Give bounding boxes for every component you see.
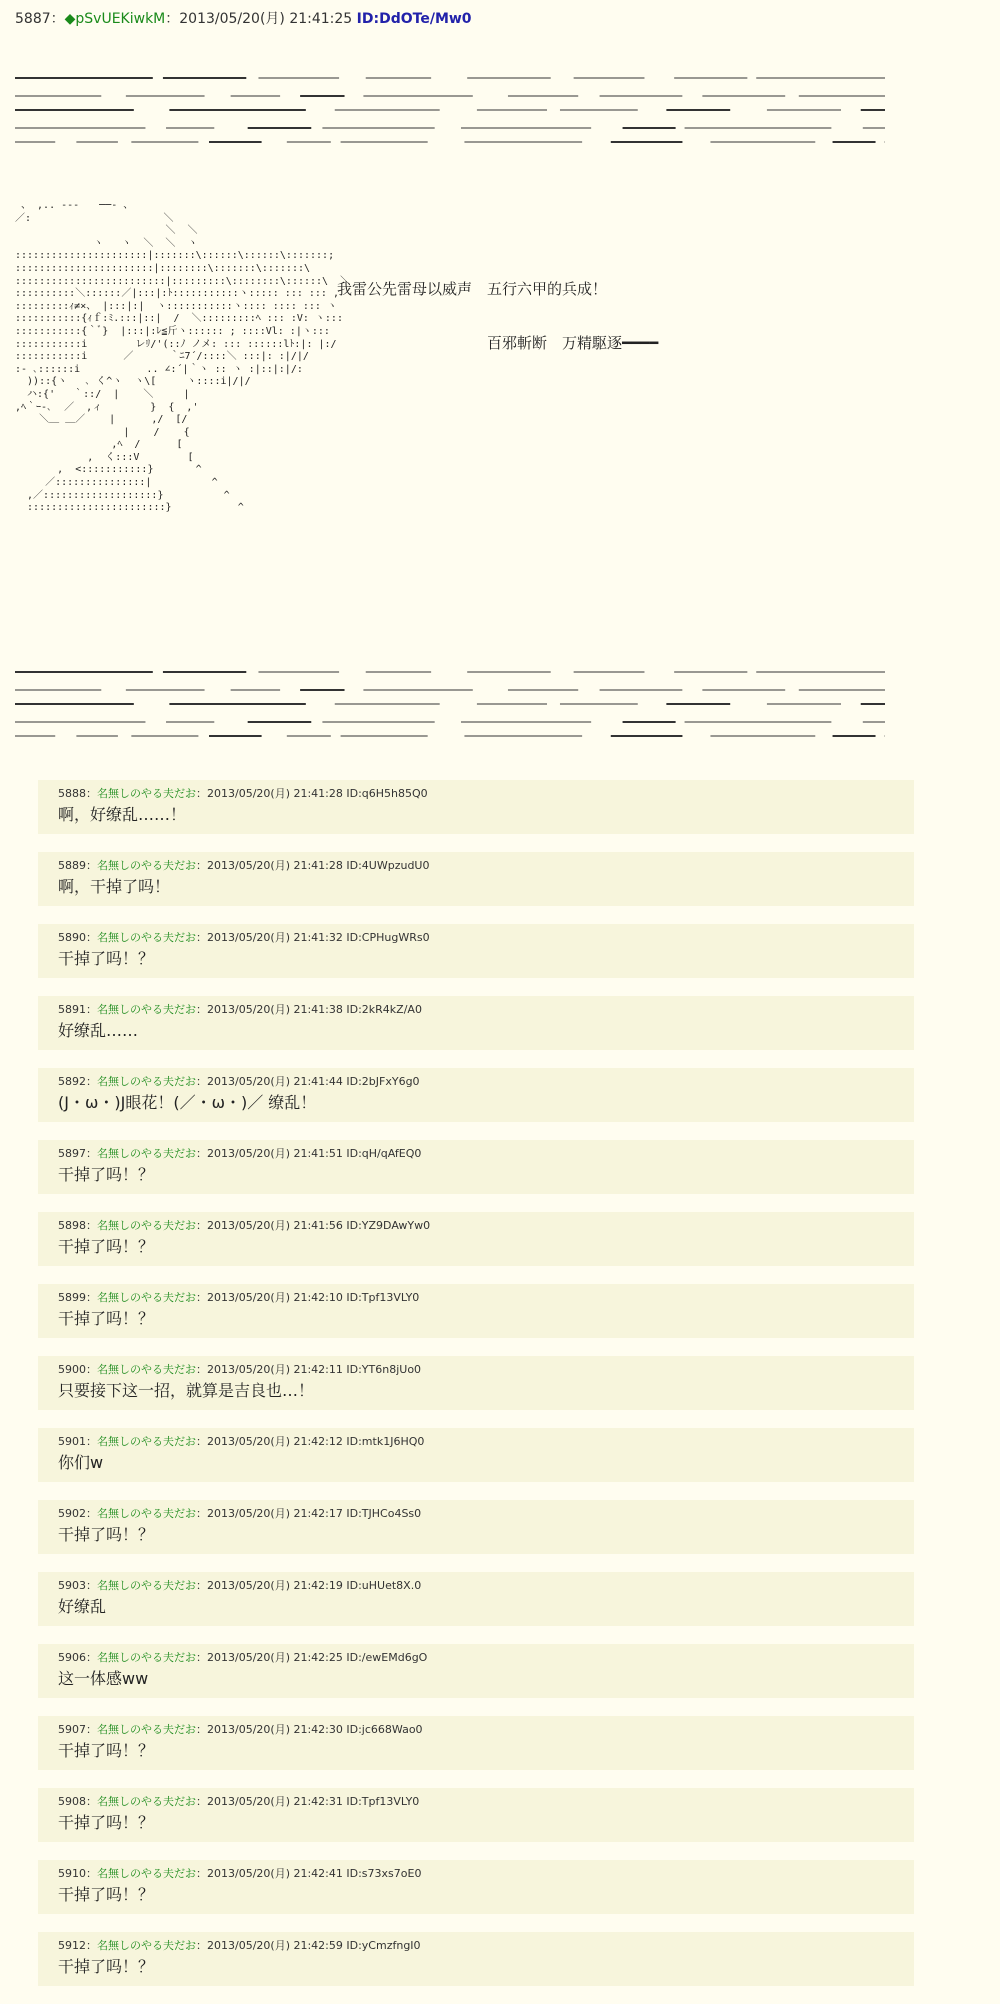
reply-name: 名無しのやる夫だお xyxy=(97,859,196,872)
reply-post xyxy=(38,924,914,978)
reply-colon: ： xyxy=(86,1795,97,1808)
reply-meta: ：2013/05/20(月) 21:42:17 ID:TJHCo4Ss0 xyxy=(196,1507,422,1520)
reply-meta: ：2013/05/20(月) 21:41:44 ID:2bJFxY6g0 xyxy=(196,1075,420,1088)
reply-meta: ：2013/05/20(月) 21:42:12 ID:mtk1J6HQ0 xyxy=(196,1435,425,1448)
reply-number[interactable]: 5903 xyxy=(58,1579,86,1592)
reply-number[interactable]: 5907 xyxy=(58,1723,86,1736)
reply-header xyxy=(58,1721,423,1737)
dialog-line-1: 我雷公先雷母以威声 五行六甲的兵成！ xyxy=(337,280,608,298)
reply-number[interactable]: 5888 xyxy=(58,787,86,800)
reply-meta: ：2013/05/20(月) 21:42:41 ID:s73xs7oE0 xyxy=(196,1867,422,1880)
reply-header xyxy=(58,1793,419,1809)
reply-post xyxy=(38,1788,914,1842)
reply-header xyxy=(58,1577,421,1593)
reply-header xyxy=(58,1289,419,1305)
reply-body: 只要接下这一招，就算是吉良也…！ xyxy=(58,1381,315,1400)
reply-name: 名無しのやる夫だお xyxy=(97,1867,196,1880)
reply-colon: ： xyxy=(86,1579,97,1592)
reply-number[interactable]: 5902 xyxy=(58,1507,86,1520)
reply-post xyxy=(38,1716,914,1770)
reply-meta: ：2013/05/20(月) 21:42:25 ID:/ewEMd6gO xyxy=(196,1651,428,1664)
reply-number[interactable]: 5892 xyxy=(58,1075,86,1088)
speed-lines-bottom xyxy=(15,666,885,746)
reply-name: 名無しのやる夫だお xyxy=(97,1363,196,1376)
post-trip: ◆pSvUEKiwkM xyxy=(64,11,166,27)
reply-body: 你们w xyxy=(58,1453,104,1472)
reply-meta: ：2013/05/20(月) 21:41:32 ID:CPHugWRs0 xyxy=(196,931,430,944)
reply-number[interactable]: 5906 xyxy=(58,1651,86,1664)
reply-colon: ： xyxy=(86,1867,97,1880)
reply-name: 名無しのやる夫だお xyxy=(97,931,196,944)
reply-number[interactable]: 5900 xyxy=(58,1363,86,1376)
reply-body: 干掉了吗！？ xyxy=(58,1885,155,1904)
reply-name: 名無しのやる夫だお xyxy=(97,1507,196,1520)
reply-name: 名無しのやる夫だお xyxy=(97,1291,196,1304)
reply-name: 名無しのやる夫だお xyxy=(97,1579,196,1592)
reply-colon: ： xyxy=(86,1003,97,1016)
reply-header xyxy=(58,1937,421,1953)
reply-post xyxy=(38,1572,914,1626)
reply-body: 这一体感ww xyxy=(58,1669,149,1688)
reply-post xyxy=(38,780,914,834)
reply-colon: ： xyxy=(86,787,97,800)
reply-header xyxy=(58,1649,427,1665)
reply-meta: ：2013/05/20(月) 21:42:19 ID:uHUet8X.0 xyxy=(196,1579,422,1592)
reply-body: (J・ω・)J眼花！(／・ω・)／ 缭乱！ xyxy=(58,1093,317,1112)
reply-body: 干掉了吗！？ xyxy=(58,1309,155,1328)
reply-colon: ： xyxy=(86,859,97,872)
reply-post xyxy=(38,1500,914,1554)
reply-colon: ： xyxy=(86,1939,97,1952)
reply-name: 名無しのやる夫だお xyxy=(97,1075,196,1088)
reply-name: 名無しのやる夫だお xyxy=(97,1435,196,1448)
reply-meta: ：2013/05/20(月) 21:41:28 ID:q6H5h85Q0 xyxy=(196,787,428,800)
reply-header xyxy=(58,1865,421,1881)
reply-body: 干掉了吗！？ xyxy=(58,1741,155,1760)
reply-colon: ： xyxy=(86,1075,97,1088)
reply-meta: ：2013/05/20(月) 21:42:10 ID:Tpf13VLY0 xyxy=(196,1291,420,1304)
reply-header xyxy=(58,857,430,873)
post-number[interactable]: 5887 xyxy=(15,11,51,27)
reply-colon: ： xyxy=(86,931,97,944)
reply-body: 干掉了吗！？ xyxy=(58,949,155,968)
reply-header xyxy=(58,1145,421,1161)
reply-post xyxy=(38,852,914,906)
reply-header xyxy=(58,1433,424,1449)
reply-post xyxy=(38,1356,914,1410)
reply-list xyxy=(38,780,914,2004)
reply-header xyxy=(58,1001,422,1017)
reply-number[interactable]: 5897 xyxy=(58,1147,86,1160)
reply-header xyxy=(58,1505,421,1521)
reply-post xyxy=(38,1644,914,1698)
reply-colon: ： xyxy=(86,1291,97,1304)
reply-body: 干掉了吗！？ xyxy=(58,1525,155,1544)
reply-colon: ： xyxy=(86,1723,97,1736)
reply-post xyxy=(38,1068,914,1122)
reply-header xyxy=(58,1073,420,1089)
reply-header xyxy=(58,785,428,801)
reply-post xyxy=(38,996,914,1050)
reply-colon: ： xyxy=(86,1147,97,1160)
post-header xyxy=(15,8,472,28)
reply-meta: ：2013/05/20(月) 21:42:30 ID:jc668Wao0 xyxy=(196,1723,423,1736)
reply-post xyxy=(38,1284,914,1338)
reply-colon: ： xyxy=(86,1435,97,1448)
reply-name: 名無しのやる夫だお xyxy=(97,1219,196,1232)
reply-body: 好缭乱 xyxy=(58,1597,107,1616)
reply-meta: ：2013/05/20(月) 21:41:28 ID:4UWpzudU0 xyxy=(196,859,430,872)
reply-meta: ：2013/05/20(月) 21:41:56 ID:YZ9DAwYw0 xyxy=(196,1219,431,1232)
reply-number[interactable]: 5901 xyxy=(58,1435,86,1448)
reply-number[interactable]: 5890 xyxy=(58,931,86,944)
reply-post xyxy=(38,1140,914,1194)
reply-header xyxy=(58,1217,430,1233)
speed-lines-top xyxy=(15,72,885,152)
reply-body: 干掉了吗！？ xyxy=(58,1957,155,1976)
post-separator: ： xyxy=(50,11,65,27)
reply-colon: ： xyxy=(86,1651,97,1664)
reply-number[interactable]: 5891 xyxy=(58,1003,86,1016)
reply-body: 啊，干掉了吗！ xyxy=(58,877,171,896)
reply-colon: ： xyxy=(86,1507,97,1520)
reply-header xyxy=(58,1361,421,1377)
reply-number[interactable]: 5889 xyxy=(58,859,86,872)
reply-name: 名無しのやる夫だお xyxy=(97,1651,196,1664)
reply-number[interactable]: 5898 xyxy=(58,1219,86,1232)
reply-number[interactable]: 5910 xyxy=(58,1867,86,1880)
post-datetime: ：2013/05/20(月) 21:41:25 xyxy=(165,11,353,27)
reply-number[interactable]: 5899 xyxy=(58,1291,86,1304)
reply-post xyxy=(38,1212,914,1266)
reply-meta: ：2013/05/20(月) 21:41:51 ID:qH/qAfEQ0 xyxy=(196,1147,422,1160)
reply-body: 干掉了吗！？ xyxy=(58,1237,155,1256)
post-id[interactable]: ID:DdOTe/Mw0 xyxy=(356,11,472,27)
reply-colon: ： xyxy=(86,1363,97,1376)
reply-post xyxy=(38,1932,914,1986)
reply-meta: ：2013/05/20(月) 21:42:11 ID:YT6n8jUo0 xyxy=(196,1363,422,1376)
reply-body: 干掉了吗！？ xyxy=(58,1165,155,1184)
dialog-line-2: 百邪斬断 万精駆逐━━━━ xyxy=(487,334,659,352)
reply-name: 名無しのやる夫だお xyxy=(97,1147,196,1160)
reply-body: 啊，好缭乱……！ xyxy=(58,805,187,824)
reply-meta: ：2013/05/20(月) 21:42:59 ID:yCmzfngI0 xyxy=(196,1939,421,1952)
ascii-art: 、 ,.. ‐-- ──- 、 ／: ＼ ＼ ＼ ヽ ヽ ＼ ＼ ヽ ::::::::::::::::::::::|:::::::\::::::\::::::\:::::::; :::::::::::::::::::::::|::::::::\:::::::\:::::::\ :::::::::::::::::::::::::|:::::::::\::::::::\::::::\ ＼ ::::::::::＼::::::／|:::|:ﾄ:::::::::::ヽ::::: ::: ::: , :::::::::ｨ≠×、 |:::|:| ヽ:::::::::::ヽ:::: :::: ::: ヽ :::::::::::{ｨｆ:ﾐ.:::|::| / ＼:::::::::ﾍ ::: :V: ヽ::: :::::::::::{｀ﾞ} |:::|:ﾚ≦斤ヽ:::::: ; ::::Vl: :|ヽ::: :::::::::::i レﾘ/'(::ﾉ ノメ: ::: ::::::lﾄ:|: |:/ :::::::::::i ／ ｀ﾆ7´/::::＼ :::|: :|/|/ :- ､::::::i .. ∠:´|｀ヽ :: ヽ :|::|:|/: ))::{ヽ ､ く^ヽ ヽ\[ ヽ::::i|/|/ ハ:{' ｀::/ | ＼ | ,ﾍ｀ｰ-､ ／ ,ィ } { ,' ＼＿ ＿／ | ,/ [/ | / { ,ﾍ / [ , く:::V [ , <:::::::::::} ^ ／:::::::::::::::| ^ ,／:::::::::::::::::::} ^ :::::::::::::::::::::::} ^ xyxy=(15,200,351,514)
reply-body: 好缭乱…… xyxy=(58,1021,139,1040)
reply-colon: ： xyxy=(86,1219,97,1232)
reply-name: 名無しのやる夫だお xyxy=(97,787,196,800)
main-post xyxy=(0,0,1000,760)
reply-name: 名無しのやる夫だお xyxy=(97,1795,196,1808)
reply-name: 名無しのやる夫だお xyxy=(97,1939,196,1952)
reply-name: 名無しのやる夫だお xyxy=(97,1003,196,1016)
reply-meta: ：2013/05/20(月) 21:41:38 ID:2kR4kZ/A0 xyxy=(196,1003,422,1016)
reply-number[interactable]: 5908 xyxy=(58,1795,86,1808)
reply-number[interactable]: 5912 xyxy=(58,1939,86,1952)
reply-body: 干掉了吗！？ xyxy=(58,1813,155,1832)
reply-post xyxy=(38,1428,914,1482)
reply-meta: ：2013/05/20(月) 21:42:31 ID:Tpf13VLY0 xyxy=(196,1795,420,1808)
reply-name: 名無しのやる夫だお xyxy=(97,1723,196,1736)
reply-header xyxy=(58,929,430,945)
reply-post xyxy=(38,1860,914,1914)
